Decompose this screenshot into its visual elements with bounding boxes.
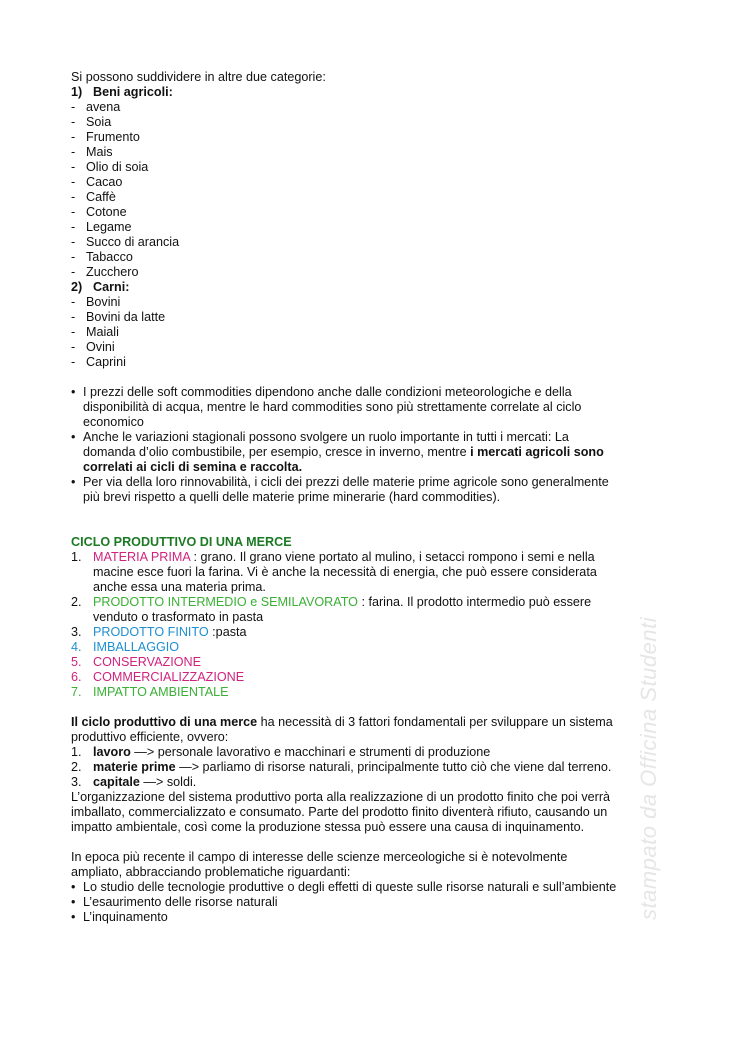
list-item: 6. COMMERCIALIZZAZIONE	[71, 670, 245, 684]
list-item-continuation: macine esce fuori la farina. Vi è anche la necessità di energia, che può essere considerata	[93, 565, 597, 579]
carni-list	[71, 295, 681, 370]
paragraph-line: impatto ambientale, così come la produzione stessa può essere una causa di inquinamento.	[71, 820, 585, 834]
list-item: 1. MATERIA PRIMA : grano. Il grano viene portato al mulino, i setacci rompono i semi e nella	[71, 550, 595, 564]
bullet-continuation: economico	[83, 415, 144, 429]
paragraph-line: L’organizzazione del sistema produttivo porta alla realizzazione di un prodotto finito che poi verrà	[71, 790, 611, 804]
list-item: - Maiali	[71, 325, 119, 339]
list-item: 2. PRODOTTO INTERMEDIO e SEMILAVORATO : farina. Il prodotto intermedio può essere	[71, 595, 592, 609]
list-item: - Frumento	[71, 130, 140, 144]
beni-agricoli-heading: 1) Beni agricoli:	[71, 85, 173, 99]
list-item-continuation: anche essa una materia prima.	[93, 580, 266, 594]
list-item: - Legame	[71, 220, 132, 234]
bullet-item: • Lo studio delle tecnologie produttive o degli effetti di queste sulle risorse naturali e sull’ambiente	[71, 880, 617, 894]
paragraph-line: In epoca più recente il campo di interesse delle scienze merceologiche si è notevolmente	[71, 850, 568, 864]
intro-text: Si possono suddividere in altre due categorie:	[71, 70, 326, 84]
list-item: - Cacao	[71, 175, 123, 189]
list-item: - Caffè	[71, 190, 116, 204]
list-item: - Ovini	[71, 340, 115, 354]
bullet-list-commodities	[71, 385, 681, 505]
carni-heading: 2) Carni:	[71, 280, 130, 294]
bullet-continuation: domanda d’olio combustibile, per esempio, cresce in inverno, mentre i mercati agricoli sono	[83, 445, 604, 459]
bullet-continuation: correlati ai cicli di semina e raccolta.	[83, 460, 303, 474]
list-item: - Olio di soia	[71, 160, 149, 174]
list-item: 2. materie prime —> parliamo di risorse naturali, principalmente tutto ciò che viene dal terreno.	[71, 760, 612, 774]
bullet-continuation: più brevi rispetto a quelli delle materie prime minerarie (hard commodities).	[83, 490, 501, 504]
bullet-continuation: disponibilità di acqua, mentre le hard commodities sono più strettamente correlate al ciclo	[83, 400, 582, 414]
list-item-continuation: venduto o trasformato in pasta	[93, 610, 264, 624]
list-item: 1. lavoro —> personale lavorativo e macchinari e strumenti di produzione	[71, 745, 491, 759]
fattori-intro-cont: produttivo efficiente, ovvero:	[71, 730, 229, 744]
bullet-item: • I prezzi delle soft commodities dipendono anche dalle condizioni meteorologiche e della	[71, 385, 572, 399]
list-item: 4. IMBALLAGGIO	[71, 640, 180, 654]
paragraph-line: imballato, commercializzato e consumato. Parte del prodotto finito diventerà rifiuto, causando un	[71, 805, 608, 819]
list-item: - Succo di arancia	[71, 235, 180, 249]
list-item: 3. capitale —> soldi.	[71, 775, 197, 789]
bullet-item: • Per via della loro rinnovabilità, i cicli dei prezzi delle materie prime agricole sono generalmente	[71, 475, 609, 489]
bullet-item: • L’esaurimento delle risorse naturali	[71, 895, 278, 909]
list-item: - Cotone	[71, 205, 127, 219]
beni-agricoli-list	[71, 100, 681, 280]
list-item: 7. IMPATTO AMBIENTALE	[71, 685, 229, 699]
ciclo-title: CICLO PRODUTTIVO DI UNA MERCE	[71, 535, 292, 549]
list-item: - Mais	[71, 145, 113, 159]
watermark: stampato da Officina Studenti	[636, 616, 661, 920]
bullet-item: • Anche le variazioni stagionali possono svolgere un ruolo importante in tutti i mercati: La	[71, 430, 569, 444]
document-page	[71, 70, 681, 925]
list-item: 3. PRODOTTO FINITO :pasta	[71, 625, 247, 639]
list-item: - Caprini	[71, 355, 126, 369]
fattori-intro: Il ciclo produttivo di una merce ha necessità di 3 fattori fondamentali per sviluppare un sistema	[71, 715, 613, 729]
bullet-item: • L’inquinamento	[71, 910, 168, 924]
list-item: - avena	[71, 100, 121, 114]
ciclo-list	[71, 550, 681, 700]
list-item: - Soia	[71, 115, 112, 129]
list-item: 5. CONSERVAZIONE	[71, 655, 201, 669]
list-item: - Tabacco	[71, 250, 133, 264]
list-item: - Bovini	[71, 295, 121, 309]
list-item: - Bovini da latte	[71, 310, 166, 324]
paragraph-line: ampliato, abbracciando problematiche riguardanti:	[71, 865, 351, 879]
list-item: - Zucchero	[71, 265, 139, 279]
